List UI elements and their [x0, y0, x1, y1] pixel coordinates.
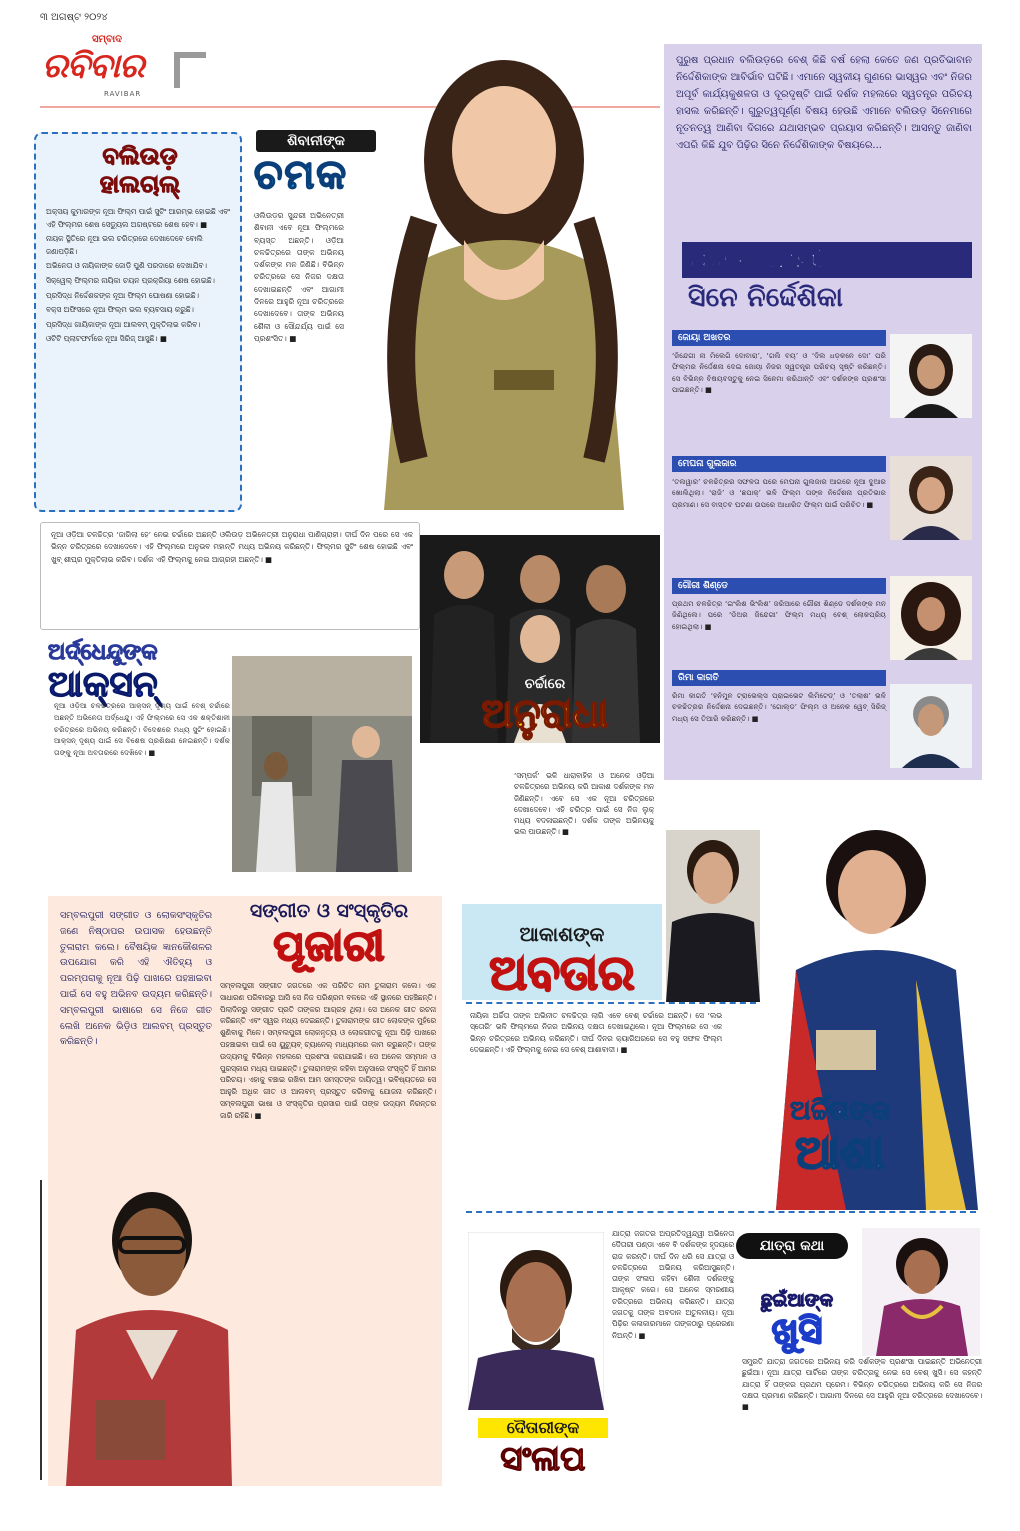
pujari-title-line1: ସଙ୍ଗୀତ ଓ ସଂସ୍କୃତିର [249, 900, 409, 922]
corner-mark [174, 52, 206, 88]
archita-title-line2: ଆଶା [795, 1125, 885, 1179]
anuradha-title-line1: ଚର୍ଚ୍ଚାରେ [524, 676, 566, 692]
director-text: ‘ଜିନ୍ଦେଗୀ ନା ମିଲେଗି ଦୋବାରା’, ‘ଗଲି ବୟ’ ଓ ‘ଦିଲ ଧଡ଼କନେ ଦୋ’ ପରି ଫିଲ୍ମର ନିର୍ଦ୍ଦେଶନା ଦେଇ ଜୋୟା ନିଜର ସ୍ୱତନ୍ତ୍ର ପରିଚୟ ସୃଷ୍ଟି କରିଛନ୍ତି। ସେ ବିଭିନ୍ନ ବିଷୟବସ୍ତୁକୁ ନେଇ ସିନେମା କରିଥାନ୍ତି ଏବଂ ଦର୍ଶକଙ୍କ ପ୍ରଶଂସା ପାଇଛନ୍ତି। ■ [672, 351, 886, 395]
chhuin-photo [862, 1228, 980, 1356]
directors-title-line1: ପ୍ରତିଭାମୟୀ [682, 242, 972, 278]
pujari-title [220, 900, 438, 970]
pujari-intro: ସମ୍ବଲପୁରୀ ସଙ୍ଗୀତ ଓ ଲୋକସଂସ୍କୃତିର ଜଣେ ନିଷ୍ଠାପର ଉପାସକ ହେଉଛନ୍ତି ତୁଳାରାମ କଲେ। ବୈଷୟିକ ଜ୍ଞାନକୌଶଳର ଉପଯୋଗ କରି ଏହି ଐତିହ୍ୟ ଓ ପରମ୍ପରାକୁ ନୂଆ ପିଢ଼ି ପାଖରେ ପହଞ୍ଚାଇବା ପାଇଁ ସେ ବହୁ ଅଭିନବ ଉଦ୍ୟମ କରିଛନ୍ତି। ସମ୍ବଲପୁରୀ ଭାଷାରେ ସେ ନିଜେ ଗୀତ ଲେଖି ଅନେକ ଭିଡ଼ିଓ ଆଲବମ୍ ପ୍ରସ୍ତୁତ କରିଛନ୍ତି। [60, 910, 212, 1048]
jatra-katha-label: ଯାତ୍ରା କଥା [736, 1233, 848, 1259]
section-divider-arrow [466, 1002, 756, 1004]
director-text: ‘ତଲୱାର’ ଚଳଚ୍ଚିତ୍ରର ସଫଳତା ପରେ ମେଘନା ଗୁଲଜାର ଆଗରେ ନୂଆ ଦୁଆର ଖୋଲିଥିଲା। ‘ରାଜି’ ଓ ‘ଛପାକ୍’ ଭଳି ଫିଲ୍ମ ତାଙ୍କ ନିର୍ଦ୍ଦେଶନା ପ୍ରତିଭାର ପ୍ରମାଣ। ସେ ବାସ୍ତବ ଘଟଣା ଉପରେ ଆଧାରିତ ଫିଲ୍ମ ପାଇଁ ପରିଚିତ। ■ [672, 477, 886, 509]
archita-title-line1: ଅର୍ଚ୍ଚିତାଙ୍କ [790, 1096, 890, 1126]
bollywood-item: ପ୍ରସିଦ୍ଧ ନିର୍ଦ୍ଦେଶକଙ୍କ ନୂଆ ଫିଲ୍ମ ଘୋଷଣା ହୋଇଛି। [46, 290, 199, 300]
directors-title [682, 242, 972, 318]
anuradha-article: ନୂଆ ଓଡ଼ିଆ ଚଳଚ୍ଚିତ୍ର ‘ଜାଗିଲା ହେ’ ନେଇ ଚର୍ଚ୍ଚାରେ ଅଛନ୍ତି ଓଲିଉଡ଼ ଅଭିନେତ୍ରୀ ଅନୁରାଧା ପାଣିଗ୍ରାହୀ। ଦୀର୍ଘ ଦିନ ପରେ ସେ ଏକ ଭିନ୍ନ ଚରିତ୍ରରେ ଦେଖାଦେବେ। ଏହି ଫିଲ୍ମରେ ଅନୁଭବ ମହାନ୍ତି ମଧ୍ୟ ଅଭିନୟ କରିଛନ୍ତି। ଫିଲ୍ମର ସୁଟିଂ ଶେଷ ହୋଇଛି ଏବଂ ଖୁବ୍ ଶୀଘ୍ର ମୁକ୍ତିଲାଭ କରିବ। ଦର୍ଶକ ଏହି ଫିଲ୍ମକୁ ନେଇ ଆଗ୍ରହୀ ଅଛନ୍ତି। ■ [51, 530, 413, 564]
director-text: ପ୍ରଥମ ଚଳଚ୍ଚିତ୍ର ‘ଇଂଲିଶ ଭିଂଲିଶ’ ଜରିଆରେ ଗୌରୀ ଶିଣ୍ଡେ ଦର୍ଶକଙ୍କ ମନ ଜିଣିଥିଲେ। ପରେ ‘ଡିଅର ଜିନ୍ଦେଗୀ’ ଫିଲ୍ମ ମଧ୍ୟ ବେଶ୍ ଲୋକପ୍ରିୟ ହୋଇଥିଲା। ■ [672, 599, 886, 631]
section-divider-arrow [466, 1211, 976, 1213]
director-photo [890, 334, 972, 418]
shivani-photo [344, 40, 640, 520]
bollywood-item: ସିକ୍ୱେଲ୍ ଫିଲ୍ମର ନାୟିକା ଚୟନ ପ୍ରକ୍ରିୟା ଶେଷ ହୋଇଛି। [46, 275, 215, 285]
pujari-title-line2: ପୂଜାରୀ [273, 921, 385, 970]
director-text: ରିମା କାଗତି ‘ହନିମୁନ ଟ୍ରାଭେଲ୍ସ ପ୍ରାଇଭେଟ ଲିମିଟେଡ୍’ ଓ ‘ତଲାଶ’ ଭଳି ଚଳଚ୍ଚିତ୍ରର ନିର୍ଦ୍ଦେଶନା ଦେଇଛନ୍ତି। ‘ଗୋଲ୍ଡ’ ଫିଲ୍ମ ଓ ଅନେକ ୱେବ୍ ସିରିଜ୍ ମଧ୍ୟ ସେ ତିଆରି କରିଛନ୍ତି। ■ [672, 691, 886, 723]
director-photo [890, 456, 972, 540]
bollywood-item: ପ୍ରସିଦ୍ଧ ଗାୟିକାଙ୍କ ନୂଆ ଆଲବମ୍ ମୁକ୍ତିଲାଭ କରିବ। [46, 319, 201, 329]
chhuin-title [736, 1290, 858, 1353]
akash-title [462, 922, 662, 1000]
daitari-title-line1: ଦୈତାରୀଙ୍କ [478, 1418, 608, 1438]
ardhendu-title-line1: ଅର୍ଦ୍ଧେନ୍ଦୁଙ୍କ [48, 640, 158, 665]
akash-title-line1: ଆକାଶଙ୍କ [519, 922, 605, 946]
chhuin-title-line1: ଛୁଇଁଆଙ୍କ [760, 1290, 834, 1311]
ardhendu-title-line2: ଆକ୍ସନ୍ [48, 664, 158, 705]
anuradha-article-box [40, 522, 420, 630]
director-photo [890, 576, 972, 660]
bollywood-list [46, 206, 234, 348]
shivani-title-line1: ଶିବାନୀଙ୍କ [256, 130, 376, 152]
pujari-photo [56, 1160, 232, 1486]
newspaper-logo [40, 32, 145, 104]
daitari-article: ଯାତ୍ରା ଜଗତର ଅପ୍ରତିଦ୍ୱନ୍ଦ୍ୱୀ ଅଭିନେତା ଦୈତାରୀ ପଣ୍ଡା ଏବେ ବି ଦର୍ଶକଙ୍କ ହୃଦୟରେ ରାଜ କରନ୍ତି। ଦୀର୍ଘ ଦିନ ଧରି ସେ ଯାତ୍ରା ଓ ଚଳଚ୍ଚିତ୍ରରେ ଅଭିନୟ କରିଆସୁଛନ୍ତି। ତାଙ୍କ ସଂଳାପ କହିବା ଶୈଳୀ ଦର୍ଶକଙ୍କୁ ଆକୃଷ୍ଟ କରେ। ସେ ଅନେକ ସ୍ମରଣୀୟ ଚରିତ୍ରରେ ଅଭିନୟ କରିଛନ୍ତି। ଯାତ୍ରା ଜଗତକୁ ତାଙ୍କ ଅବଦାନ ଅତୁଳନୀୟ। ନୂଆ ପିଢ଼ିର କଳାକାରମାନେ ତାଙ୍କଠାରୁ ପ୍ରେରଣା ନିଅନ୍ତି। ■ [612, 1229, 734, 1340]
directors-intro: ପୁରୁଷ ପ୍ରଧାନ ବଲିଉଡ଼ରେ ବେଶ୍ କିଛି ବର୍ଷ ହେଲା କେତେ ଜଣ ପ୍ରତିଭାବାନ ନିର୍ଦ୍ଦେଶିକାଙ୍କ ଆବିର୍ଭାବ ଘଟିଛି। ଏମାନେ ସ୍ୱକୀୟ ଗୁଣରେ ଭାସ୍ୱର ଏବଂ ନିଜର ଅପୂର୍ବ କାର୍ଯ୍ୟକୁଶଳତା ଓ ଦୂରଦୃଷ୍ଟି ପାଇଁ ଦର୍ଶକ ମହଲରେ ସ୍ୱତନ୍ତ୍ର ପରିଚୟ ହାସଲ କରିଛନ୍ତି। ଗୁରୁତ୍ୱପୂର୍ଣ୍ଣ ବିଷୟ ହେଉଛି ଏମାନେ ବଲିଉଡ଼ ସିନେମାରେ ନୂତନତ୍ୱ ଆଣିବା ଦିଗରେ ଯଥାସମ୍ଭବ ପ୍ରୟାସ କରିଛନ୍ତି। ଆସନ୍ତୁ ଜାଣିବା ଏପରି କିଛି ଯୁବ ପିଢ଼ିର ସିନେ ନିର୍ଦ୍ଦେଶିକାଙ୍କ ବିଷୟରେ... [676, 55, 972, 151]
bollywood-item: ଅଭିନେତା ଓ ନାୟିକାଙ୍କ ଜୋଡ଼ି ପୁଣି ପରଦାରେ ଦେଖାଯିବ। [46, 261, 207, 271]
daitari-title [478, 1418, 608, 1480]
bollywood-item: ଓଟିଟି ପ୍ଲାଟଫର୍ମରେ ନୂଆ ସିରିଜ୍ ଆସୁଛି। ■ [46, 334, 167, 344]
directors-box [664, 44, 982, 780]
bollywood-title [50, 142, 230, 198]
director-name: ଜୋୟା ଅଖତର [672, 330, 886, 346]
akash-title-line2: ଅବତାର [489, 945, 635, 1001]
bollywood-item: ବକ୍ସ ଅଫିସରେ ନୂଆ ଫିଲ୍ମ ଭଲ ବ୍ୟବସାୟ କରୁଛି। [46, 305, 194, 315]
bollywood-title-line1: ବଲିଉଡ଼ [102, 142, 178, 170]
archita-title [730, 1096, 950, 1177]
shivani-title-line2: ଚମକ [254, 152, 348, 198]
chhuin-title-line2: ଖୁସି [771, 1311, 823, 1352]
logo-sub-text: RAVIBAR [104, 90, 142, 98]
bollywood-title-line2: ହାଲଚାଲ୍ [99, 170, 181, 198]
ardhendu-title [48, 640, 238, 705]
ardhendu-photo [232, 656, 412, 872]
directors-title-line2: ସିନେ ନିର୍ଦ୍ଦେଶିକା [688, 282, 843, 313]
logo-main-text: ରବିବାର [42, 46, 144, 86]
director-name: ଗୌରୀ ଶିଣ୍ଡେ [672, 578, 886, 594]
shivani-article: ଓଲିଉଡ଼ର ସୁନ୍ଦରୀ ଅଭିନେତ୍ରୀ ଶିବାନୀ ଏବେ ନୂଆ ଫିଲ୍ମରେ ବ୍ୟସ୍ତ ଅଛନ୍ତି। ଓଡ଼ିଆ ଚଳଚ୍ଚିତ୍ରରେ ତାଙ୍କ ଅଭିନୟ ଦର୍ଶକଙ୍କ ମନ ଜିଣିଛି। ବିଭିନ୍ନ ଚରିତ୍ରରେ ସେ ନିଜର ଦକ୍ଷତା ଦେଖାଇଛନ୍ତି ଏବଂ ଆଗାମୀ ଦିନରେ ଆହୁରି ନୂଆ ଚରିତ୍ରରେ ଦେଖାଦେବେ। ତାଙ୍କ ଅଭିନୟ ଶୈଳୀ ଓ ସୌନ୍ଦର୍ଯ୍ୟ ପାଇଁ ସେ ପ୍ରଶଂସିତ। ■ [254, 211, 344, 343]
chhuin-article: ସମ୍ପ୍ରତି ଯାତ୍ରା ଜଗତରେ ଅଭିନୟ କରି ଦର୍ଶକଙ୍କ ପ୍ରଶଂସା ପାଇଛନ୍ତି ଅଭିନେତ୍ରୀ ଛୁଇଁଆ। ନୂଆ ଯାତ୍ରା ପାର୍ଟିରେ ତାଙ୍କ ଚରିତ୍ରକୁ ନେଇ ସେ ବେଶ୍ ଖୁସି। ସେ କହନ୍ତି ଯାତ୍ରା ହିଁ ତାଙ୍କର ପ୍ରଥମ ପ୍ରେମ। ବିଭିନ୍ନ ଚରିତ୍ରରେ ଅଭିନୟ କରି ସେ ନିଜର ଦକ୍ଷତା ପ୍ରମାଣ କରିଛନ୍ତି। ଆଗାମୀ ଦିନରେ ସେ ଆହୁରି ନୂଆ ଚରିତ୍ରରେ ଦେଖାଦେବେ। ■ [742, 1357, 982, 1412]
decorative-rule [40, 1180, 42, 1480]
anuradha-title [438, 676, 652, 736]
akash-article: ‘ସମ୍ପର୍କ’ ଭଳି ଧାରାବାହିକ ଓ ଅନେକ ଓଡ଼ିଆ ଚଳଚ୍ଚିତ୍ରରେ ଅଭିନୟ କରି ଆକାଶ ଦର୍ଶକଙ୍କ ମନ ଜିଣିଛନ୍ତି। ଏବେ ସେ ଏକ ନୂଆ ଚରିତ୍ରରେ ଦେଖାଦେବେ। ଏହି ଚରିତ୍ର ପାଇଁ ସେ ନିଜ ଲୁକ୍ ମଧ୍ୟ ବଦଳାଇଛନ୍ତି। ଦର୍ଶକ ତାଙ୍କ ଅଭିନୟକୁ ଭଲ ପାଉଛନ୍ତି। ■ [514, 771, 654, 837]
logo-top-text: ସମ୍ବାଦ [92, 34, 122, 45]
pujari-article: ସମ୍ବଲପୁରୀ ସଙ୍ଗୀତ ଜଗତରେ ଏକ ପରିଚିତ ନାମ ତୁଳାରାମ କଲେ। ଏକ ସାଧାରଣ ପରିବାରରୁ ଆସି ସେ ନିଜ ପରିଶ୍ରମ ବଳରେ ଏହି ସ୍ଥାନରେ ପହଞ୍ଚିଛନ୍ତି। ପିଲାଦିନରୁ ସଙ୍ଗୀତ ପ୍ରତି ତାଙ୍କର ଆଗ୍ରହ ଥିଲା। ସେ ଅନେକ ଗୀତ ରଚନା କରିଛନ୍ତି ଏବଂ ସ୍ୱର ମଧ୍ୟ ଦେଇଛନ୍ତି। ତୁଳାରାମଙ୍କ ଗୀତ ଲୋକଙ୍କ ମୁହଁରେ ଶୁଣିବାକୁ ମିଳେ। ସମ୍ବଲପୁରୀ ଲୋକନୃତ୍ୟ ଓ ଲୋକଗୀତକୁ ନୂଆ ପିଢ଼ି ପାଖରେ ପହଞ୍ଚାଇବା ପାଇଁ ସେ ୟୁଟ୍ୟୁବ୍ ଚ୍ୟାନେଲ୍ ମାଧ୍ୟମରେ କାମ କରୁଛନ୍ତି। ତାଙ୍କ ଉଦ୍ୟମକୁ ବିଭିନ୍ନ ମହଲରେ ପ୍ରଶଂସା କରାଯାଇଛି। ସେ ଅନେକ ସମ୍ମାନ ଓ ପୁରସ୍କାର ମଧ୍ୟ ପାଇଛନ୍ତି। ତୁଳାରାମଙ୍କ କହିବା ଅନୁସାରେ ସଂସ୍କୃତି ହିଁ ଆମର ପରିଚୟ। ଏହାକୁ ବଞ୍ଚାଇ ରଖିବା ଆମ ସମସ୍ତଙ୍କ ଦାୟିତ୍ୱ। ଭବିଷ୍ୟତରେ ସେ ଆହୁରି ଅଧିକ ଗୀତ ଓ ଆଲବମ୍ ପ୍ରସ୍ତୁତ କରିବାକୁ ଯୋଜନା କରିଛନ୍ତି। ସମ୍ବଲପୁରୀ ଭାଷା ଓ ସଂସ୍କୃତିର ପ୍ରସାର ପାଇଁ ତାଙ୍କ ଉଦ୍ୟମ ନିରନ୍ତର ଜାରି ରହିଛି। ■ [220, 981, 436, 1120]
bollywood-item: ଅକ୍ସୟ କୁମାରଙ୍କ ନୂଆ ଫିଲ୍ମ ପାଇଁ ସୁଟିଂ ଆରମ୍ଭ ହୋଇଛି ଏବଂ ଏହି ଫିଲ୍ମର ଶେଷ ସେଡ୍ୟୁଲ ଅଗଷ୍ଟରେ ଶେଷ ହେବ। ■ [46, 207, 231, 229]
ardhendu-article: ନୂଆ ଓଡ଼ିଆ ଚଳଚ୍ଚିତ୍ରରେ ଆକ୍ସନ୍ ଦୃଶ୍ୟ ପାଇଁ ବେଶ୍ ଚର୍ଚ୍ଚାରେ ଅଛନ୍ତି ଅଭିନେତା ଅର୍ଦ୍ଧେନ୍ଦୁ। ଏହି ଫିଲ୍ମରେ ସେ ଏକ ଶକ୍ତିଶାଳୀ ଚରିତ୍ରରେ ଅଭିନୟ କରିଛନ୍ତି। ବିଦେଶରେ ମଧ୍ୟ ସୁଟିଂ ହୋଇଛି। ଆକ୍ସନ୍ ଦୃଶ୍ୟ ପାଇଁ ସେ ବିଶେଷ ପ୍ରଶିକ୍ଷଣ ନେଇଛନ୍ତି। ଦର୍ଶକ ତାଙ୍କୁ ନୂଆ ଅବତାରରେ ଦେଖିବେ। ■ [54, 701, 230, 758]
anuradha-title-line2: ଅନୁରାଧା [481, 691, 609, 737]
daitari-photo [468, 1232, 604, 1410]
issue-date: ୩ ଅଗଷ୍ଟ ୨୦୨୪ [40, 12, 108, 23]
bollywood-item: ନାୟକ ସ୍ଥିତିରେ ନୂଆ ଭଲ ଚରିତ୍ରରେ ଦେଖାଦେବେ ବୋଲି ଜଣାପଡ଼ିଛି। [46, 234, 203, 256]
bollywood-box [34, 132, 242, 512]
archita-article: ନାୟିକା ଅର୍ଚ୍ଚିତା ତାଙ୍କ ଅଭିନୀତ ଚଳଚ୍ଚିତ୍ର ଲାଗି ଏବେ ବେଶ୍ ଚର୍ଚ୍ଚାରେ ଅଛନ୍ତି। ସେ ‘ଲଭ ସ୍ତୋରି’ ଭଳି ଫିଲ୍ମରେ ନିଜର ଅଭିନୟ ଦକ୍ଷତା ଦେଖାଇଥିଲେ। ନୂଆ ଫିଲ୍ମରେ ସେ ଏକ ଭିନ୍ନ ଚରିତ୍ରରେ ଅଭିନୟ କରିଛନ୍ତି। ଦୀର୍ଘ ଦିନର କ୍ୟାରିଅରରେ ସେ ବହୁ ସଫଳ ଫିଲ୍ମ ଦେଇଛନ୍ତି। ଏହି ଫିଲ୍ମକୁ ନେଇ ସେ ବେଶ୍ ଆଶାବାଦୀ। ■ [470, 1011, 722, 1055]
director-name: ମେଘନା ଗୁଲଜାର [672, 456, 886, 472]
daitari-title-line2: ସଂଳାପ [500, 1439, 586, 1479]
director-name: ରିମା କାଗତି [672, 670, 886, 686]
director-photo [890, 684, 972, 768]
